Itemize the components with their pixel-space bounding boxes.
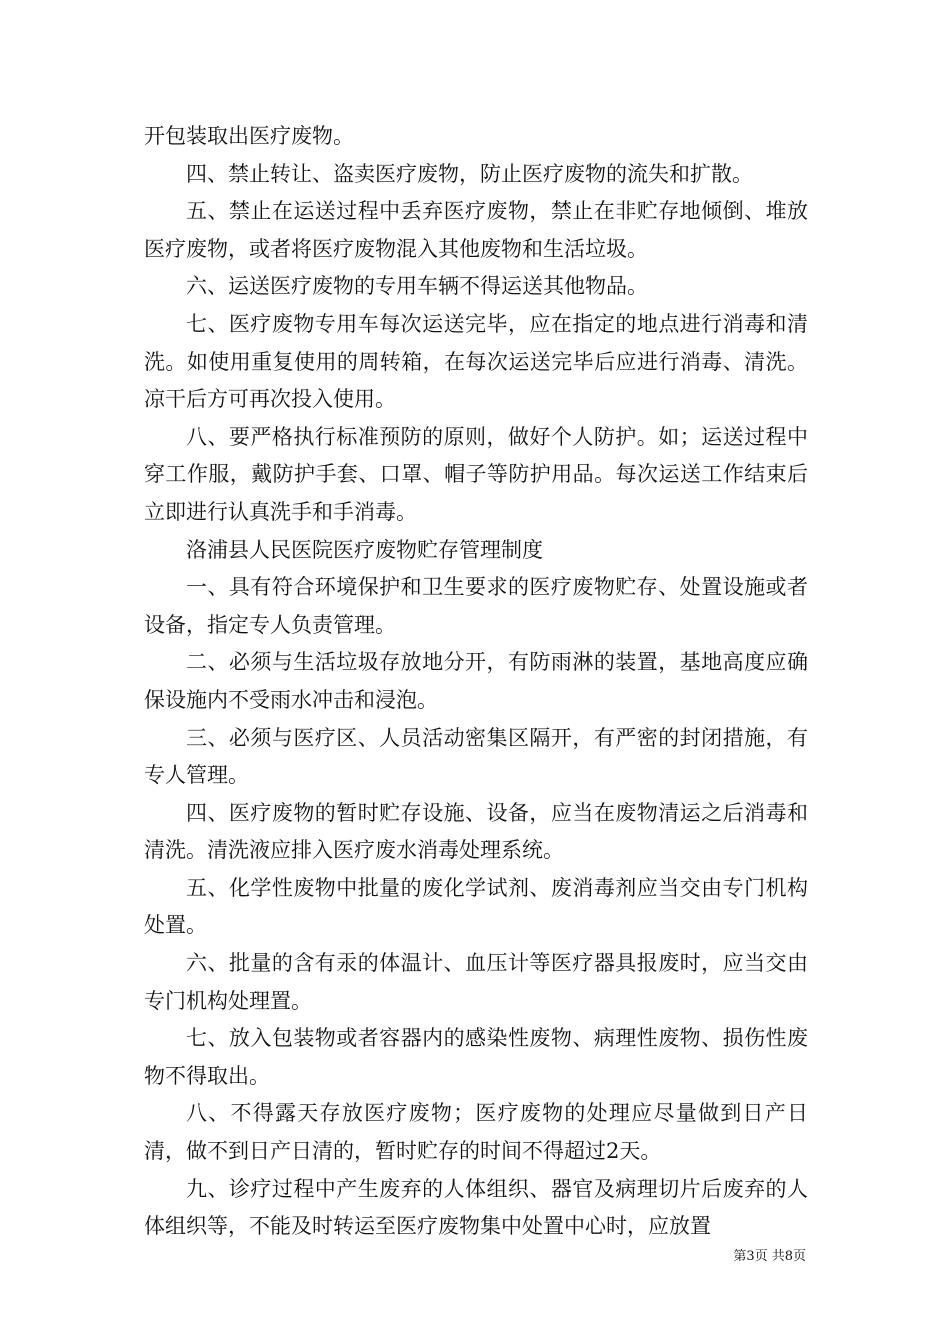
document-body [144,118,808,1246]
storage-item-4: 四、医疗废物的暂时贮存设施、设备，应当在废物清运之后消毒和清洗。清洗液应排入医疗废水消毒处理系统。 [144,800,808,863]
storage-item-1: 一、具有符合环境保护和卫生要求的医疗废物贮存、处置设施或者设备，指定专人负责管理。 [144,575,808,637]
storage-item-9: 九、诊疗过程中产生废弃的人体组织、器官及病理切片后废弃的人体组织等，不能及时转运至医疗废物集中处置中心时，应放置 [144,1176,808,1239]
page-number: 第3页 共8页 [733,1249,806,1264]
storage-item-6: 六、批量的含有汞的体温计、血压计等医疗器具报废时，应当交由专门机构处理置。 [144,951,808,1013]
storage-item-7: 七、放入包装物或者容器内的感染性废物、病理性废物、损伤性废物不得取出。 [144,1026,808,1088]
storage-item-2: 二、必须与生活垃圾存放地分开，有防雨淋的装置，基地高度应确保设施内不受雨水冲击和浸泡。 [144,650,808,712]
paragraph-item-4: 四、禁止转让、盗卖医疗废物，防止医疗废物的流失和扩散。 [186,161,753,186]
paragraph-item-8: 八、要严格执行标准预防的原则，做好个人防护。如；运送过程中穿工作服，戴防护手套、口罩、帽子等防护用品。每次运送工作结束后立即进行认真洗手和手消毒。 [144,424,808,524]
section-title: 洛浦县人民医院医疗废物贮存管理制度 [186,537,543,562]
paragraph-continuation: 开包装取出医疗废物。 [144,124,354,148]
paragraph-item-7: 七、医疗废物专用车每次运送完毕，应在指定的地点进行消毒和清洗。如使用重复使用的周转箱，在每次运送完毕后应进行消毒、清洗。凉干后方可再次投入使用。 [144,311,808,412]
paragraph-item-6: 六、运送医疗废物的专用车辆不得运送其他物品。 [186,274,648,299]
storage-item-8: 八、不得露天存放医疗废物；医疗废物的处理应尽量做到日产日清，做不到日产日清的，暂时贮存的时间不得超过2天。 [144,1101,808,1164]
storage-item-3: 三、必须与医疗区、人员活动密集区隔开，有严密的封闭措施，有专人管理。 [144,725,808,788]
storage-item-5: 五、化学性废物中批量的废化学试剂、废消毒剂应当交由专门机构处置。 [144,875,808,938]
paragraph-item-5: 五、禁止在运送过程中丢弃医疗废物，禁止在非贮存地倾倒、堆放医疗废物，或者将医疗废物混入其他废物和生活垃圾。 [144,199,808,261]
